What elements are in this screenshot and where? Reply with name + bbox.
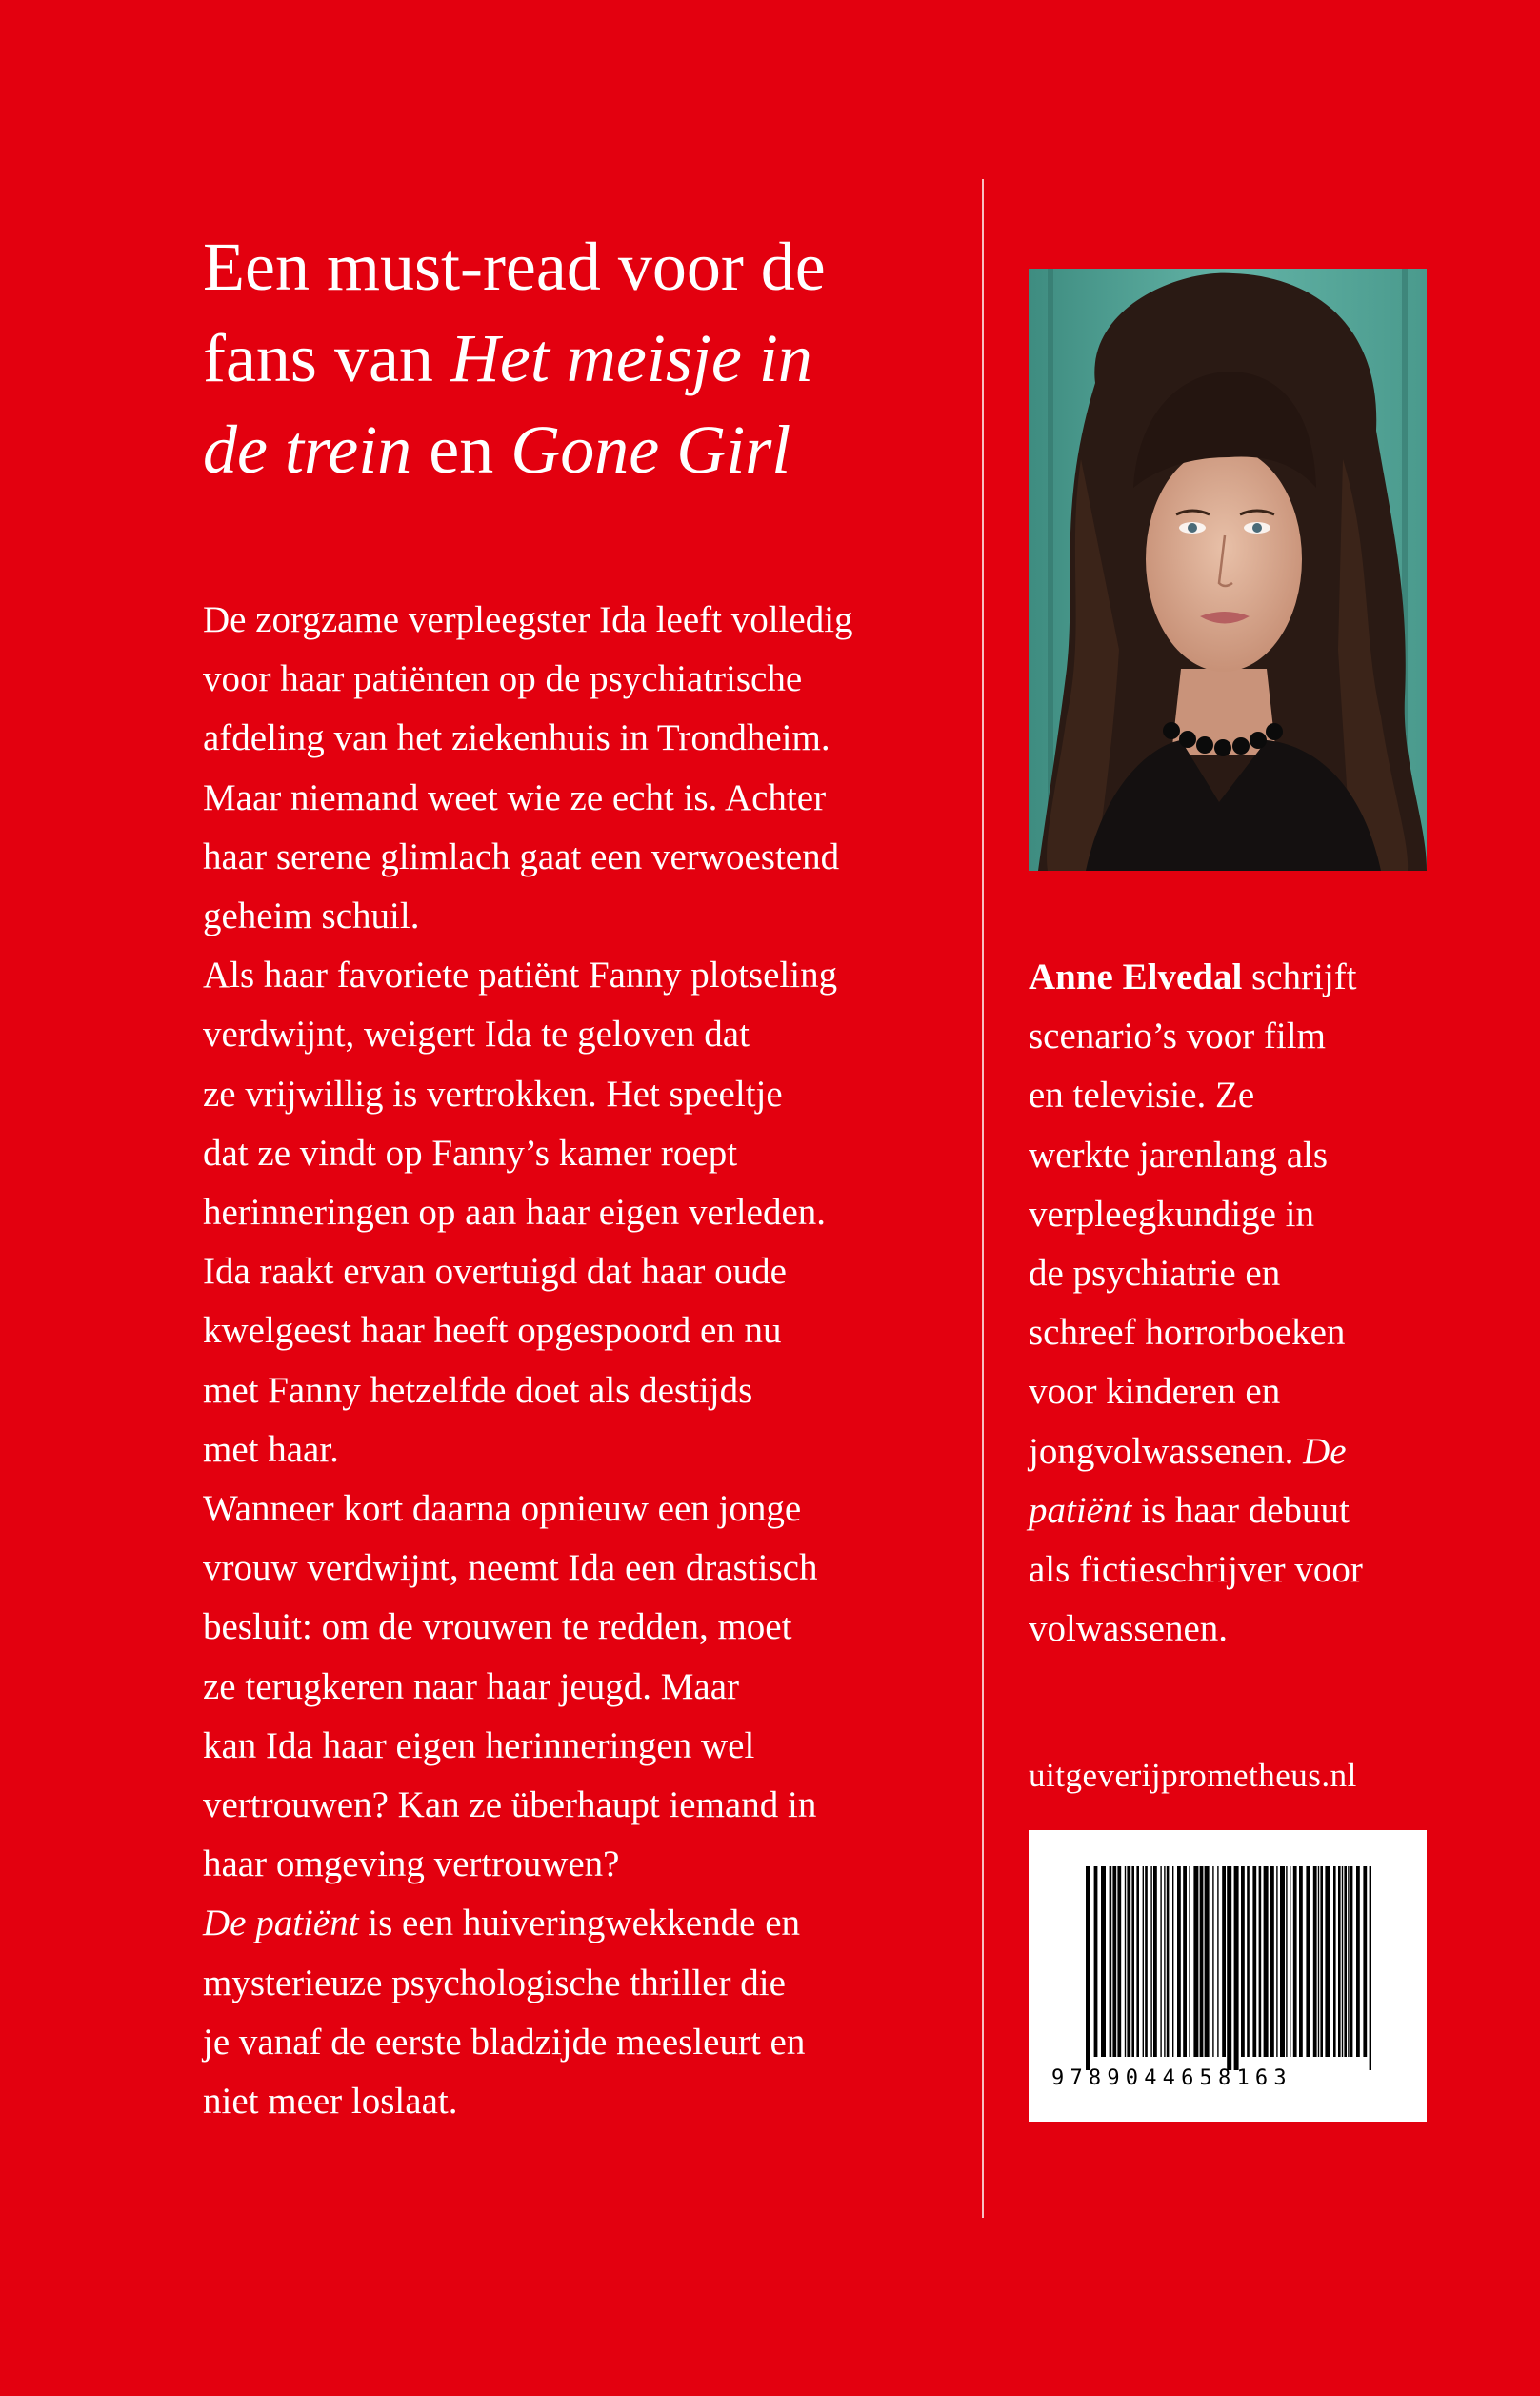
barcode-bar	[1247, 1866, 1250, 2057]
barcode-bar	[1252, 1866, 1256, 2057]
bio-line: verpleegkundige in	[1029, 1193, 1314, 1235]
barcode-bar	[1217, 1866, 1218, 2057]
barcode-bar	[1241, 1866, 1245, 2057]
bio-line: werkte jarenlang als	[1029, 1134, 1329, 1176]
headline-book-title-gone-girl: Gone Girl	[510, 412, 791, 488]
barcode-bar	[1127, 1866, 1130, 2057]
barcode-bar	[1145, 1866, 1148, 2057]
blurb-line: De patiënt is een huiveringwekkende en	[203, 1903, 801, 1944]
blurb-line: Ida raakt ervan overtuigd dat haar oude	[203, 1251, 787, 1293]
barcode-bar	[1356, 1866, 1360, 2057]
barcode-bar	[1143, 1866, 1144, 2057]
bio-line: scenario’s voor film	[1029, 1016, 1326, 1057]
barcode-bar	[1110, 1866, 1112, 2057]
bio-book-title-part-2: patiënt	[1029, 1489, 1132, 1531]
barcode-bar	[1131, 1866, 1134, 2057]
bio-line: schreef horrorboeken	[1029, 1312, 1346, 1354]
barcode-bar	[1125, 1866, 1126, 2057]
barcode-bar	[1293, 1866, 1297, 2057]
barcode-bar	[1276, 1866, 1277, 2057]
barcode-bar	[1338, 1866, 1341, 2057]
bio-book-title-part-1: De	[1303, 1430, 1347, 1472]
bio-line: voor kinderen en	[1029, 1371, 1281, 1413]
blurb-line: niet meer loslaat.	[203, 2081, 458, 2123]
barcode-bar	[1280, 1866, 1285, 2057]
barcode-bar	[1318, 1866, 1319, 2057]
blurb-line: ze vrijwillig is vertrokken. Het speeltje	[203, 1073, 783, 1115]
barcode-bar	[1183, 1866, 1187, 2057]
barcode-bar	[1325, 1866, 1330, 2057]
blurb-line: met Fanny hetzelfde doet als destijds	[203, 1369, 753, 1411]
barcode-bar	[1200, 1866, 1204, 2057]
bio-line: de psychiatrie en	[1029, 1253, 1281, 1295]
blurb-line: De zorgzame verpleegster Ida leeft volledig	[203, 599, 853, 640]
blurb-line: dat ze vindt op Fanny’s kamer roept	[203, 1132, 738, 1174]
barcode-bar	[1112, 1866, 1116, 2057]
barcode-bar	[1222, 1866, 1226, 2057]
barcode-bar	[1189, 1866, 1190, 2057]
barcode-bar	[1342, 1866, 1343, 2057]
barcode-bar	[1313, 1866, 1317, 2057]
barcode-bar	[1117, 1866, 1121, 2057]
author-bio	[1029, 948, 1448, 1659]
headline-line-1: Een must-read voor de	[203, 229, 826, 305]
barcode-bar	[1270, 1866, 1274, 2057]
blurb-line: geheim schuil.	[203, 896, 420, 937]
headline-book-title-de-trein: de trein	[203, 412, 412, 488]
bio-line: Anne Elvedal schrijft	[1029, 956, 1357, 997]
barcode-bar	[1205, 1866, 1210, 2057]
barcode-bar	[1350, 1866, 1353, 2057]
barcode-bar	[1227, 1866, 1231, 2070]
barcode-bar	[1370, 1866, 1371, 2070]
barcode-bar	[1344, 1866, 1347, 2057]
blurb-line: herinneringen op aan haar eigen verleden.	[203, 1192, 827, 1234]
bio-line: jongvolwassenen. De	[1029, 1430, 1347, 1472]
barcode-bar	[1177, 1866, 1181, 2057]
barcode-bar	[1299, 1866, 1303, 2057]
blurb-line: mysterieuze psychologische thriller die	[203, 1962, 786, 2003]
blurb-line: je vanaf de eerste bladzijde meesleurt en	[203, 2021, 806, 2063]
barcode-bar	[1348, 1866, 1349, 2057]
barcode-bar	[1094, 1866, 1098, 2057]
barcode-bar	[1101, 1866, 1106, 2057]
barcode-bar	[1172, 1866, 1173, 2057]
blurb-line: met haar.	[203, 1428, 339, 1470]
headline	[203, 221, 984, 495]
blurb-line: haar serene glimlach gaat een verwoestend	[203, 836, 840, 877]
barcode-bar	[1286, 1866, 1287, 2057]
bio-line: volwassenen.	[1029, 1608, 1229, 1650]
blurb-line: besluit: om de vrouwen te redden, moet	[203, 1606, 792, 1648]
barcode-bar	[1167, 1866, 1170, 2057]
barcode-bar	[1086, 1866, 1090, 2070]
blurb-line: voor haar patiënten op de psychiatrische	[203, 658, 803, 700]
barcode-bar	[1193, 1866, 1198, 2057]
blurb-line: Als haar favoriete patiënt Fanny plotseling	[203, 955, 838, 997]
blurb-line: afdeling van het ziekenhuis in Trondheim.	[203, 717, 830, 759]
headline-line-3: de trein en Gone Girl	[203, 412, 791, 488]
bio-line: als fictieschrijver voor	[1029, 1549, 1363, 1591]
author-portrait-illustration	[1029, 269, 1427, 871]
barcode-bar	[1234, 1866, 1239, 2070]
barcode-bar	[1259, 1866, 1262, 2057]
barcode-bar	[1153, 1866, 1157, 2057]
isbn-barcode	[1029, 1830, 1427, 2122]
blurb-line: haar omgeving vertrouwen?	[203, 1843, 620, 1885]
barcode-bar	[1320, 1866, 1323, 2057]
barcode-bar	[1212, 1866, 1213, 2057]
barcode-bar	[1333, 1866, 1336, 2057]
blurb-line: vertrouwen? Kan ze überhaupt iemand in	[203, 1784, 817, 1826]
barcode-bar	[1160, 1866, 1161, 2057]
author-photo	[1029, 269, 1427, 871]
blurb-text	[203, 591, 965, 2131]
barcode-bar	[1150, 1866, 1151, 2057]
headline-line-2: fans van Het meisje in	[203, 320, 812, 396]
barcode-bar	[1306, 1866, 1310, 2057]
blurb-line: verdwijnt, weigert Ida te geloven dat	[203, 1014, 750, 1056]
bio-line: patiënt is haar debuut	[1029, 1489, 1350, 1531]
headline-book-title-het-meisje: Het meisje in	[450, 320, 812, 396]
blurb-line: Wanneer kort daarna opnieuw een jonge	[203, 1488, 802, 1530]
barcode-bar	[1363, 1866, 1367, 2057]
blurb-line: Maar niemand weet wie ze echt is. Achter	[203, 776, 827, 818]
blurb-line: ze terugkeren naar haar jeugd. Maar	[203, 1665, 740, 1707]
blurb-line: kwelgeest haar heeft opgespoord en nu	[203, 1310, 782, 1352]
publisher-website: uitgeverijprometheus.nl	[1029, 1757, 1357, 1794]
blurb-book-title: De patiënt	[203, 1903, 359, 1944]
bio-line: en televisie. Ze	[1029, 1075, 1255, 1117]
isbn-number: 9789044658163	[1051, 2066, 1292, 2090]
barcode-bar	[1136, 1866, 1139, 2057]
blurb-line: vrouw verdwijnt, neemt Ida een drastisch	[203, 1547, 818, 1589]
blurb-line: kan Ida haar eigen herinneringen wel	[203, 1724, 755, 1766]
barcode-bar	[1164, 1866, 1165, 2057]
author-name: Anne Elvedal	[1029, 956, 1243, 997]
barcode-bar	[1264, 1866, 1269, 2057]
vertical-divider	[982, 179, 984, 2218]
